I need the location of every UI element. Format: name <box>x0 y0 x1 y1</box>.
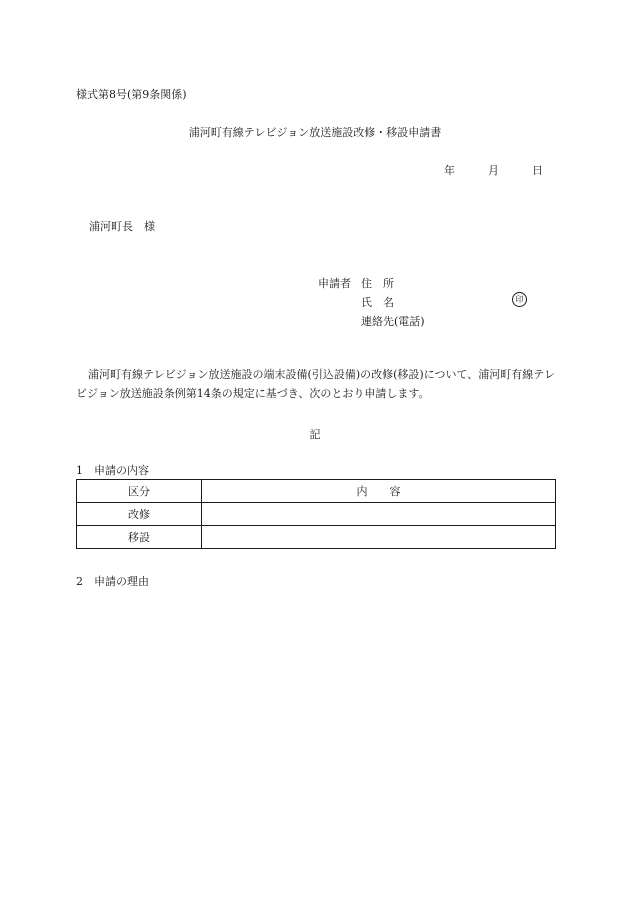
row-content[interactable] <box>202 503 556 526</box>
ki-heading: 記 <box>309 428 321 441</box>
table-row <box>77 503 556 526</box>
name-label: 氏 名 <box>361 296 394 309</box>
date-month-label: 月 <box>488 164 499 177</box>
date-day-label: 日 <box>532 164 543 177</box>
applicant-label: 申請者 <box>318 277 351 290</box>
contact-label: 連絡先(電話) <box>361 315 425 328</box>
section2-heading: 2 申請の理由 <box>76 575 149 588</box>
content-table <box>76 479 556 549</box>
addressee: 浦河町長 様 <box>89 220 155 233</box>
date-line <box>444 162 543 178</box>
table-header-row <box>77 480 556 503</box>
document-title: 浦河町有線テレビジョン放送施設改修・移設申請書 <box>188 126 442 139</box>
header-content: 内 容 <box>202 480 556 503</box>
application-statement: 浦河町有線テレビジョン放送施設の端末設備(引込設備)の改修(移設)について、浦河町有線テレビジョン放送施設条例第14条の規定に基づき、次のとおり申請します。 <box>76 368 556 400</box>
address-label: 住 所 <box>361 277 394 290</box>
row-content[interactable] <box>202 526 556 549</box>
date-year-label: 年 <box>444 164 455 177</box>
form-number: 様式第8号(第9条関係) <box>76 88 187 101</box>
row-category: 移設 <box>77 526 202 549</box>
row-category: 改修 <box>77 503 202 526</box>
header-category: 区分 <box>77 480 202 503</box>
section1-heading: 1 申請の内容 <box>76 464 149 477</box>
seal-mark: 印 <box>512 292 527 307</box>
table-row <box>77 526 556 549</box>
